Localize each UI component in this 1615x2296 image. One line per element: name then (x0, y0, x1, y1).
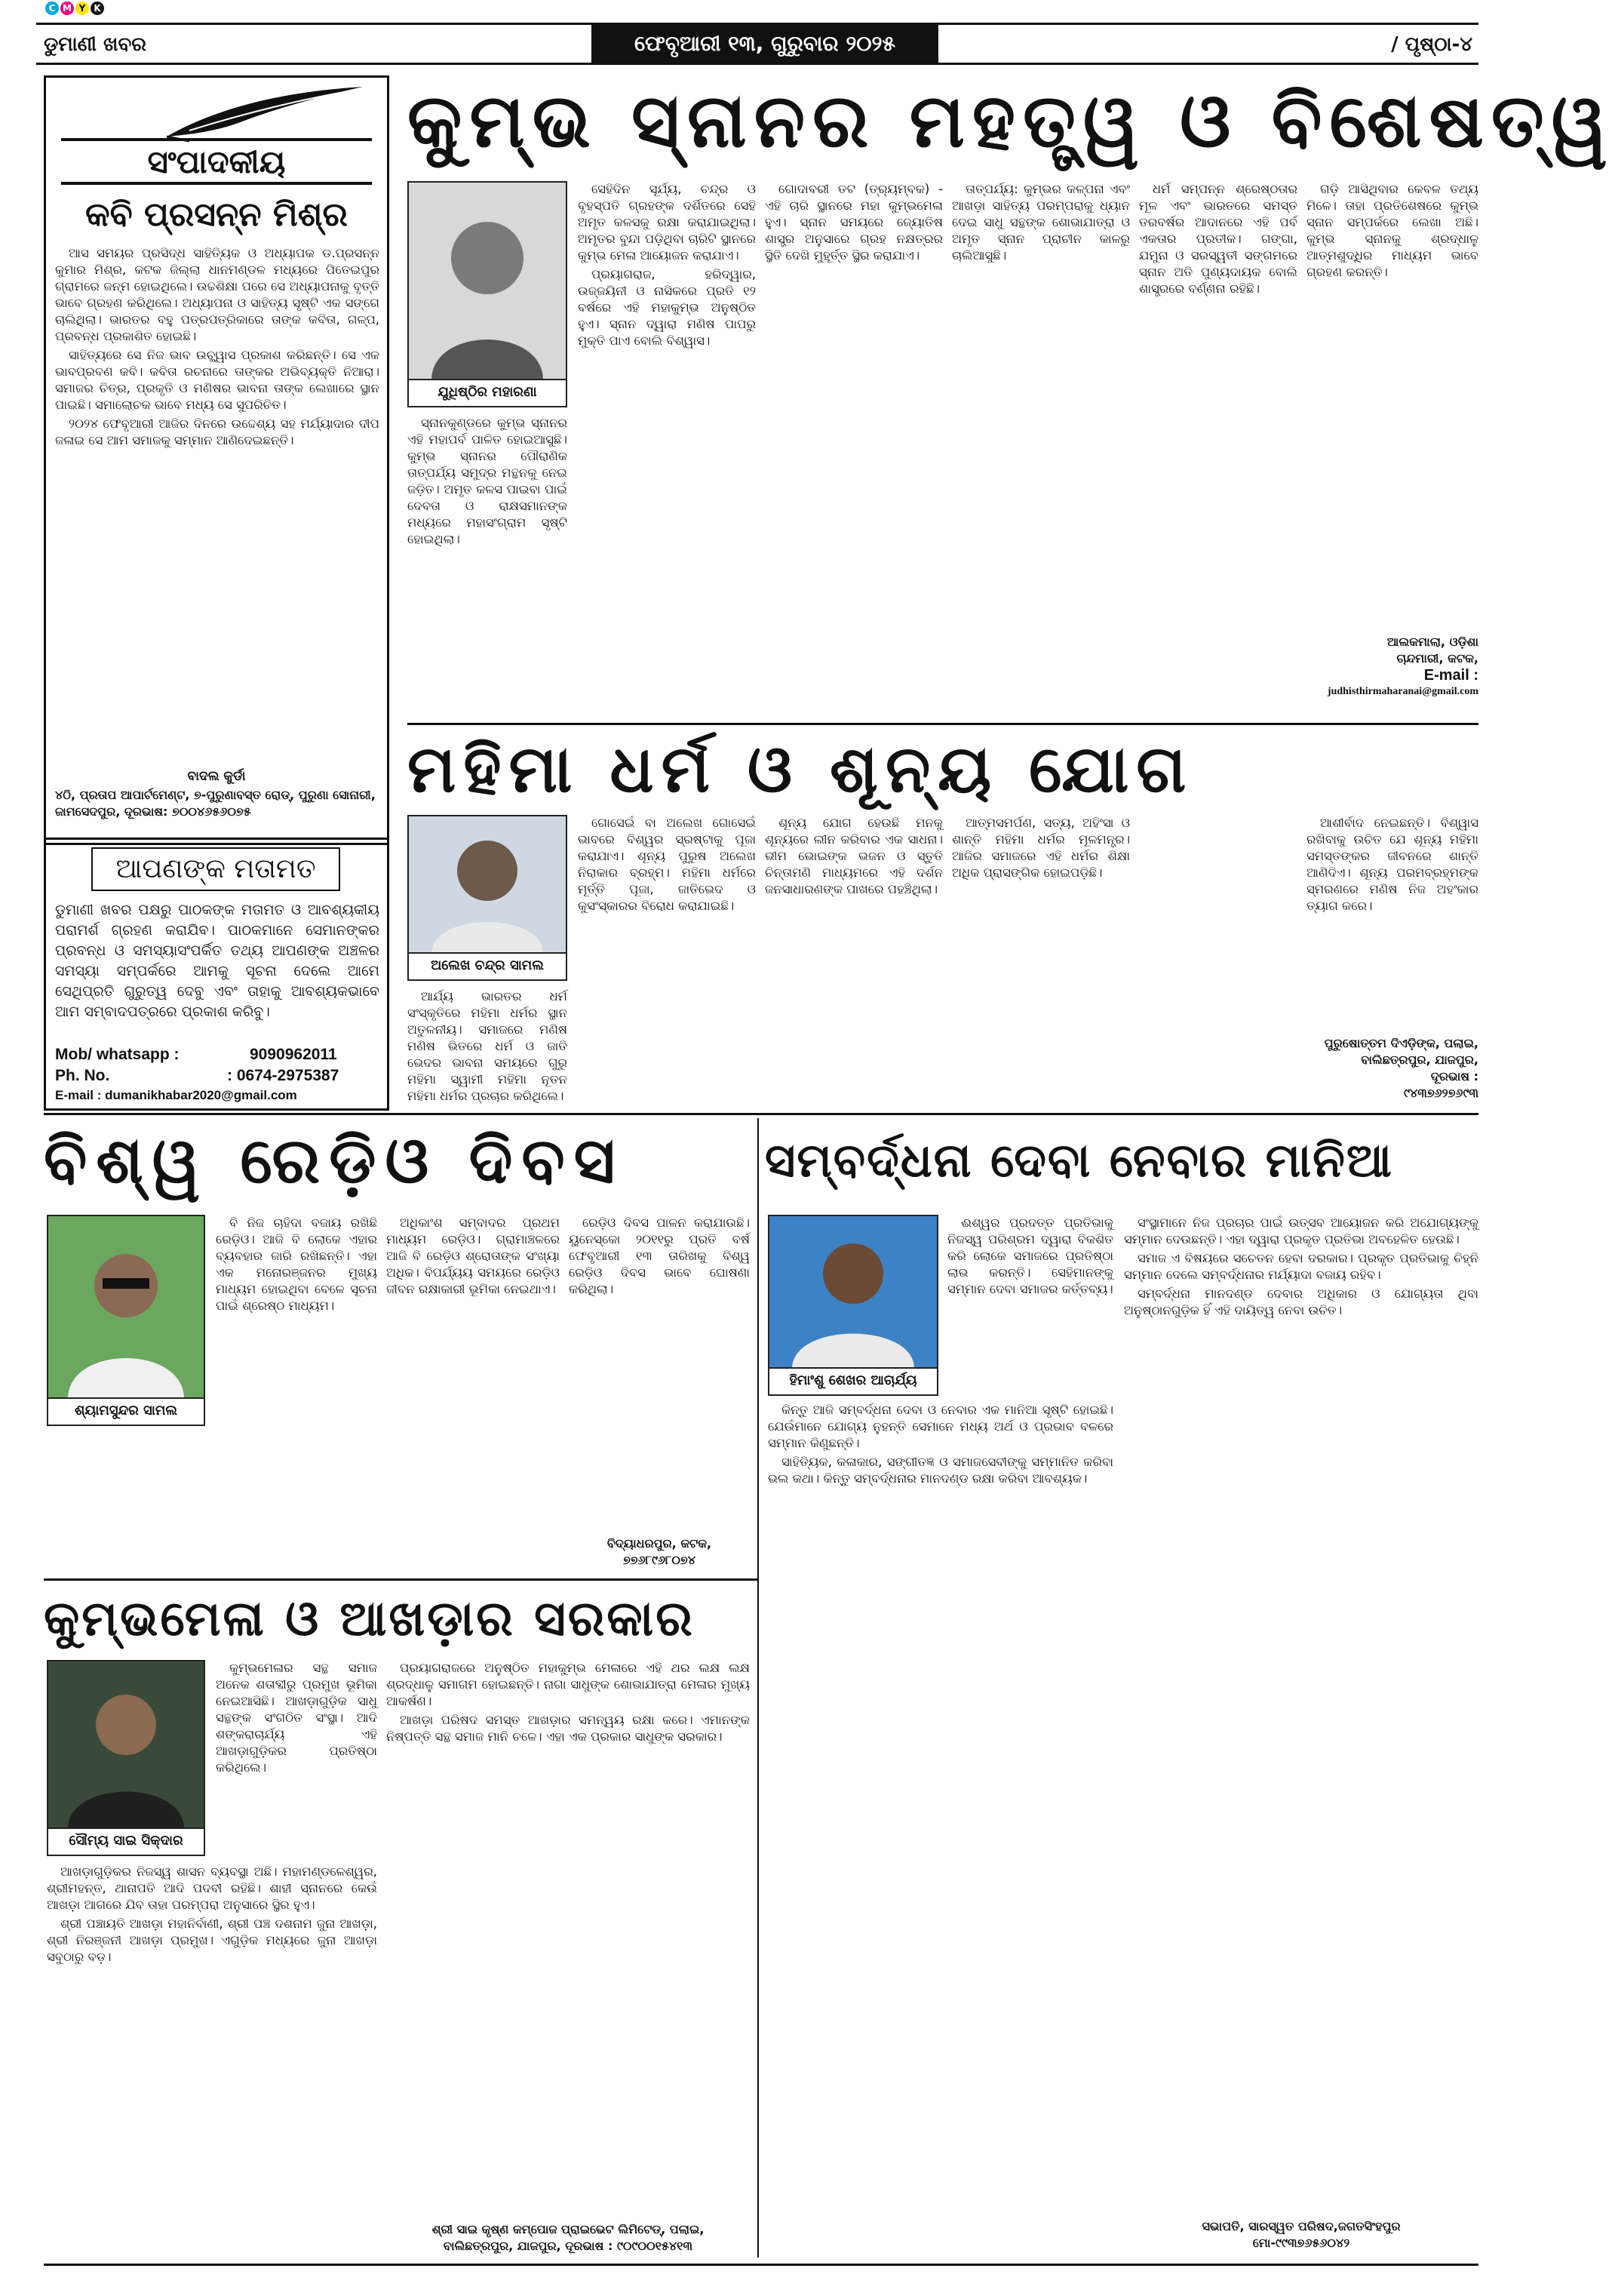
article2-column-3 (765, 815, 943, 1109)
article4-byline-name: ସଭାପତି, ସାରସ୍ୱତ ପରିଷଦ,ଜଗତସିଂହପୁର (1202, 2219, 1401, 2233)
article2-photo-caption: ଅଲେଖ ଚନ୍ଦ୍ର ସାମଲ (409, 952, 566, 979)
article5-column-1a (216, 1660, 377, 1856)
opinion-box (44, 838, 389, 1111)
article1-column-3 (765, 181, 943, 717)
article1-column-1 (407, 415, 567, 717)
article2-byline (1306, 1035, 1478, 1102)
editorial-label: ସଂପାଦକୀୟ (61, 138, 372, 185)
article1-paragraph: ପ୍ରୟାଗରାଜ, ହରିଦ୍ୱାର, ଉଜ୍ଜୟିନୀ ଓ ନାସିକରେ ପ୍ରତି ୧୨ ବର୍ଷରେ ଏହି ମହାକୁମ୍ଭ ଅନୁଷ୍ଠିତ ହୁଏ। ସ୍ନାନ ଦ୍ୱାରା ମଣିଷ ପାପରୁ ମୁକ୍ତି ପାଏ ବୋଲି ବିଶ୍ୱାସ। (578, 267, 756, 348)
article2-paragraph: ଆଶୀର୍ବାଦ ନେଇଛନ୍ତି। ବିଶ୍ୱାସ ରଖିବାକୁ ଉଚିତ ଯେ ଶୂନ୍ୟ ମହିମା ସମସ୍ତଙ୍କର ଜୀବନରେ ଶାନ୍ତି ଆଣିଦିଏ। ଶୂନ୍ୟ ପରମବ୍ରହ୍ମଙ୍କ ସ୍ମରଣରେ ମଣିଷ ନିଜ ଅହଂକାର ତ୍ୟାଗ କରେ। (1306, 816, 1478, 913)
article1-photo (407, 181, 567, 407)
article4-column-2 (1124, 1215, 1478, 2181)
article5-paragraph: କୁମ୍ଭମେଳାର ସନ୍ଥ ସମାଜ ଅନେକ ଶତାବ୍ଦୀରୁ ପ୍ରମୁଖ ଭୂମିକା ନେଇଆସିଛି। ଆଖଡ଼ାଗୁଡ଼ିକ ସାଧୁ ସନ୍ଥଙ୍କ ସଂଗଠିତ ସଂସ୍ଥା। ଆଦି ଶଙ୍କରାଚାର୍ଯ୍ୟ ଏହି ଆଖଡ଼ାଗୁଡ଼ିକର ପ୍ରତିଷ୍ଠା କରିଥିଲେ। (216, 1661, 377, 1775)
article3-paragraph: ରେଡ଼ିଓ ଦିବସ ପାଳନ କରାଯାଉଛି। ୟୁନେସ୍କୋ ୨୦୧୧ରୁ ପ୍ରତି ବର୍ଷ ଫେବୃଆରୀ ୧୩ ତାରିଖକୁ ବିଶ୍ୱ ରେଡ଼ିଓ ଦିବସ ଭାବେ ଘୋଷଣା କରିଥିଲା। (569, 1216, 750, 1296)
article4-byline (1124, 2218, 1478, 2251)
article2-column-6 (1306, 815, 1478, 1034)
article5-photo (47, 1660, 205, 1856)
article1-column-4 (952, 181, 1130, 717)
editorial-byline-name: ବାଦଲ କୁର୍ଡା (187, 769, 246, 784)
article4-headline: ସମ୍ବର୍ଦ୍ଧନା ଦେବା ନେବାର ମାନିଆ (765, 1133, 1393, 1188)
article5-byline (386, 2221, 750, 2255)
article3-column-1 (216, 1215, 377, 1577)
article4-column-1b (768, 1402, 1113, 2217)
article4-paragraph: ସମ୍ବର୍ଦ୍ଧନା ମାନଦଣ୍ଡ ଦେବାର ଅଧିକାର ଓ ଯୋଗ୍ୟତା ଥିବା ଅନୁଷ୍ଠାନଗୁଡ଼ିକ ହିଁ ଏହି ଦାୟିତ୍ୱ ନେବା ଉଚିତ। (1124, 1286, 1478, 1317)
cmyk-k-mark: K (91, 2, 104, 15)
editorial-box (44, 75, 389, 845)
article1-paragraph: ଗୋଦାବରୀ ତଟ (ତ୍ର୍ୟମ୍ବକ) - ଏହି ଚାରି ସ୍ଥାନରେ ମହା କୁମ୍ଭମେଳା ହୁଏ। ସ୍ନାନ ସମୟରେ ଜ୍ୟୋତିଷ ଶାସ୍ତ୍ର ଅନୁସାରେ ଗ୍ରହ ନକ୍ଷତ୍ରର ସ୍ଥିତି ଦେଖି ମୁହୂର୍ତ୍ତ ସ୍ଥିର କରାଯାଏ। (765, 182, 943, 263)
portrait-image (409, 816, 566, 954)
article1-column-2 (578, 181, 756, 717)
phone-number: : 0674-2975387 (227, 1067, 339, 1084)
article2-column-4 (952, 815, 1130, 1109)
paper-name: ଡୁମାଣୀ ଖବର (44, 33, 146, 56)
article1-email: judhisthirmaharanai@gmail.com (1327, 686, 1478, 697)
editorial-body (55, 245, 379, 728)
column-divider (757, 1118, 759, 2258)
portrait-image (769, 1216, 937, 1369)
article3-divider (44, 1578, 757, 1581)
article5-column-2 (386, 1660, 750, 2218)
article4-paragraph: କିନ୍ତୁ ଆଜି ସମ୍ବର୍ଦ୍ଧନା ଦେବା ଓ ନେବାର ଏକ ମାନିଆ ସୃଷ୍ଟି ହୋଇଛି। ଯେଉଁମାନେ ଯୋଗ୍ୟ ନୁହନ୍ତି ସେମାନେ ମଧ୍ୟ ଅର୍ଥ ଓ ପ୍ରଭାବ ବଳରେ ସମ୍ମାନ କିଣୁଛନ୍ତି। (768, 1403, 1113, 1450)
editorial-paragraph: ଆସ ସମୟର ପ୍ରସିଦ୍ଧ ସାହିତ୍ୟିକ ଓ ଅଧ୍ୟାପକ ଡ.ପ୍ରସନ୍ନ କୁମାର ମିଶ୍ର, କଟକ ଜିଲ୍ଲା ଧାନମଣ୍ଡଳ ମଧ୍ୟରେ ପିତେଇପୁର ଗ୍ରାମରେ ଜନ୍ମ ହୋଇଥିଲେ। ଉଚ୍ଚଶିକ୍ଷା ପରେ ସେ ଅଧ୍ୟାପନାକୁ ବୃତ୍ତି ଭାବେ ଗ୍ରହଣ କରିଥିଲେ। ଅଧ୍ୟାପନା ଓ ସାହିତ୍ୟ ସୃଷ୍ଟି ଏକ ସଙ୍ଗେ ଚାଲିଥିଲା। ଭାରତର ବହୁ ପତ୍ରପତ୍ରିକାରେ ତାଙ୍କ କବିତା, ଗଳ୍ପ, ପ୍ରବନ୍ଧ ପ୍ରକାଶିତ ହୋଇଛି। (55, 246, 379, 343)
article5-paragraph: ଆଖଡ଼ା ପରିଷଦ ସମସ୍ତ ଆଖଡ଼ାର ସମନ୍ୱୟ ରକ୍ଷା କରେ। ଏମାନଙ୍କ ନିଷ୍ପତ୍ତି ସନ୍ଥ ସମାଜ ମାନି ଚଳେ। ଏହା ଏକ ପ୍ରକାର ସାଧୁଙ୍କ ସରକାର। (386, 1713, 750, 1744)
article2-paragraph: ଆତ୍ମସମର୍ପଣ, ସତ୍ୟ, ଅହିଂସା ଓ ଶାନ୍ତି ମହିମା ଧର୍ମର ମୂଳମନ୍ତ୍ର। ଆଜିର ସମାଜରେ ଏହି ଧର୍ମର ଶିକ୍ଷା ଅଧିକ ପ୍ରାସଙ୍ଗିକ ହୋଇପଡ଼ିଛି। (952, 816, 1130, 880)
article1-paragraph: ତାତ୍ପର୍ଯ୍ୟ: କୁମ୍ଭର କଳ୍ପନା ଏବଂ ଆଖଡ଼ା ସାହିତ୍ୟ ପରମ୍ପରାକୁ ଧ୍ୟାନ ଦେଇ ସାଧୁ ସନ୍ଥଙ୍କ ଶୋଭାଯାତ୍ରା ଓ ଅମୃତ ସ୍ନାନ ପ୍ରାଚୀନ କାଳରୁ ଚାଲିଆସୁଛି। (952, 182, 1130, 263)
article5-paragraph: ପ୍ରୟାଗରାଜରେ ଅନୁଷ୍ଠିତ ମହାକୁମ୍ଭ ମେଳାରେ ଏହି ଥର ଲକ୍ଷ ଲକ୍ଷ ଶ୍ରଦ୍ଧାଳୁ ସମାଗମ ହୋଇଛନ୍ତି। ନାଗା ସାଧୁଙ୍କ ଶୋଭାଯାତ୍ରା ମେଳାର ମୁଖ୍ୟ ଆକର୍ଷଣ। (386, 1661, 750, 1708)
article4-photo-caption: ହିମାଂଶୁ ଶେଖର ଆଚାର୍ଯ୍ୟ (769, 1367, 937, 1394)
article2-paragraph: ଶୂନ୍ୟ ଯୋଗ ହେଉଛି ମନକୁ ଶୂନ୍ୟରେ ଲୀନ କରିବାର ଏକ ସାଧନା। ଭୀମ ଭୋଇଙ୍କ ଭଜନ ଓ ସ୍ତୁତି ଚିନ୍ତାମଣି ମାଧ୍ୟମରେ ଏହି ଦର୍ଶନ ଜନସାଧାରଣଙ୍କ ପାଖରେ ପହଞ୍ଚିଥିଲା। (765, 816, 943, 896)
editorial-paragraph: ୨୦୨୪ ଫେବୃଆରୀ ଆଜିର ଦିନରେ ଉଦ୍ଦେଶ୍ୟ ସହ ମର୍ଯ୍ୟାଦାର ଦୀପ ଜଳାଇ ସେ ଆମ ସମାଜକୁ ସମ୍ମାନ ଆଣିଦେଇଛନ୍ତି। (55, 416, 379, 447)
article2-divider (44, 1113, 1478, 1115)
opinion-body: ଡୁମାଣୀ ଖବର ପକ୍ଷରୁ ପାଠକଙ୍କ ମତାମତ ଓ ଆବଶ୍ୟକୀୟ ପରାମର୍ଶ ଗ୍ରହଣ କରାଯିବ। ପାଠକମାନେ ସେମାନଙ୍କର ପ୍ରବନ୍ଧ ଓ ସମସ୍ୟାସଂପର୍କିତ ତଥ୍ୟ ଆପଣଙ୍କ ଅଞ୍ଚଳର ସମସ୍ୟା ସମ୍ପର୍କରେ ଆମକୁ ସୂଚନା ଦେଲେ ଆମେ ସେଥିପ୍ରତି ଗୁରୁତ୍ୱ ଦେବୁ ଏବଂ ତାହାକୁ ଆବଶ୍ୟକଭାବେ ଆମ ସମ୍ବାଦପତ୍ରରେ ପ୍ରକାଶ କରିବୁ। (55, 902, 379, 1020)
article1-byline (1306, 634, 1478, 700)
article3-byline-phone: ୭୭୬୮୯୬୮୦୭୪ (623, 1553, 695, 1567)
article2-column-1 (407, 988, 567, 1109)
article3-column-3 (569, 1215, 750, 1532)
quill-pen-icon (159, 84, 370, 144)
article5-column-1b (47, 1864, 377, 2218)
article4-photo (768, 1215, 938, 1396)
article4-paragraph: ଈଶ୍ୱର ପ୍ରଦତ୍ତ ପ୍ରତିଭାକୁ ନିଜସ୍ୱ ପରିଶ୍ରମ ଦ୍ୱାରା ବିକଶିତ କରି ଲୋକେ ସମାଜରେ ପ୍ରତିଷ୍ଠା ଲାଭ କରନ୍ତି। ସେହିମାନଙ୍କୁ ସମ୍ମାନ ଦେବା ସମାଜର କର୍ତ୍ତବ୍ୟ। (947, 1216, 1113, 1296)
article4-paragraph: ସମାଜ ଏ ବିଷୟରେ ସଚେତନ ହେବା ଦରକାର। ପ୍ରକୃତ ପ୍ରତିଭାକୁ ଚିହ୍ନି ସମ୍ମାନ ଦେଲେ ସମ୍ବର୍ଦ୍ଧନାର ମର୍ଯ୍ୟାଦା ବଜାୟ ରହିବ। (1124, 1251, 1478, 1282)
article1-paragraph: ସେହିଦିନ ସୂର୍ଯ୍ୟ, ଚନ୍ଦ୍ର ଓ ବୃହସ୍ପତି ଗ୍ରହଙ୍କ ଦର୍ଶିତରେ ସେହି ଅମୃତ କଳସକୁ ରକ୍ଷା କରାଯାଇଥିଲା। ଅମୃତର ବୁନ୍ଦା ପଡ଼ିଥିବା ଚାରିଟି ସ୍ଥାନରେ କୁମ୍ଭ ମେଳା ଆୟୋଜନ କରାଯାଏ। (578, 182, 756, 263)
article5-headline: କୁମ୍ଭମେଳା ଓ ଆଖଡ଼ାର ସରକାର (44, 1591, 695, 1647)
article1-byline-address: ଚାନ୍ଦମାରୀ, କଟକ, (1396, 651, 1478, 665)
article3-paragraph: ବି ନିଜ ଚାହିଦା ବଜାୟ ରଖିଛି ରେଡ଼ିଓ। ଆଜି ବି ଲୋକେ ଏହାର ବ୍ୟବହାର ଜାରି ରଖିଛନ୍ତି। ଏହା ଏକ ମନୋରଞ୍ଜନର ମୁଖ୍ୟ ମାଧ୍ୟମ ହୋଇଥିବା ବେଳେ ସୂଚନା ପାଇଁ ଶ୍ରେଷ୍ଠ ମାଧ୍ୟମ। (216, 1216, 377, 1313)
article1-divider (407, 723, 1478, 725)
portrait-image (48, 1661, 204, 1829)
cmyk-c-mark: C (45, 2, 59, 15)
article1-paragraph: ଗଡ଼ି ଆସିଥିବାର କେବଳ ତଥ୍ୟ ମିଳେ। ତାହା ପ୍ରତିଶେଷରେ କୁମ୍ଭ ସ୍ନାନ ସମ୍ପର୍କରେ ଲେଖା ଅଛି। କୁମ୍ଭ ସ୍ନାନକୁ ଶ୍ରଦ୍ଧାଳୁ ଆତ୍ମଶୁଦ୍ଧିର ମାଧ୍ୟମ ଭାବେ ଗ୍ରହଣ କରନ୍ତି। (1306, 182, 1478, 279)
cmyk-m-mark: M (60, 2, 74, 15)
mob-number: 9090962011 (250, 1046, 337, 1063)
article1-paragraph: ସ୍ନାନକୁଣ୍ଡରେ କୁମ୍ଭ ସ୍ନାନର ଏହି ମହାପର୍ବ ପାଳିତ ହୋଇଆସୁଛି। କୁମ୍ଭ ସ୍ନାନର ପୌରାଣିକ ତାତ୍ପର୍ଯ୍ୟ ସମୁଦ୍ର ମନ୍ଥନକୁ ନେଇ ଜଡ଼ିତ। ଅମୃତ କଳସ ପାଇବା ପାଇଁ ଦେବତା ଓ ରାକ୍ଷସମାନଙ୍କ ମଧ୍ୟରେ ମହାସଂଗ୍ରାମ ସୃଷ୍ଟି ହୋଇଥିଲା। (407, 416, 567, 546)
portrait-image (48, 1216, 204, 1399)
editorial-paragraph: ସାହିତ୍ୟରେ ସେ ନିଜ ଭାବ ଉଚ୍ଛ୍ୱାସ ପ୍ରକାଶ କରିଛନ୍ତି। ସେ ଏକ ଭାବପ୍ରବଣ କବି। କବିତା ରଚନାରେ ତାଙ୍କର ଅଭିବ୍ୟକ୍ତି ନିଆରା। ସମାଜର ଚିତ୍ର, ପ୍ରକୃତି ଓ ମଣିଷର ଭାବନା ତାଙ୍କ ଲେଖାରେ ସ୍ଥାନ ପାଇଛି। ସମାଲୋଚକ ଭାବେ ମଧ୍ୟ ସେ ସୁପରିଚିତ। (55, 348, 379, 412)
page-number: / ପୃଷ୍ଠା-୪ (1391, 33, 1472, 56)
article2-column-5 (1139, 815, 1297, 1109)
article2-byline-phone: ୯୪୩୭୬୨୭୬୯୩ (1404, 1086, 1478, 1100)
editorial-byline-address: ୪ଠି, ପ୍ରତାପ ଆପାର୍ଟମେଣ୍ଟ, ୭-ପୁରୁଣାବସ୍ତ ରୋଡ୍, ପୁରୁଣା ସୋନାରୀ, ଜାମସେଦପୁର, ଦୂରଭାଷ: ୭୦୦୪୬୫୬୦୭୫ (55, 788, 376, 819)
article2-paragraph: ଆର୍ଯ୍ୟ ଭାରତର ଧର୍ମ ସଂସ୍କୃତିରେ ମହିମା ଧର୍ମର ସ୍ଥାନ ଅତୁଳନୀୟ। ସମାଜରେ ମଣିଷ ମଣିଷ ଭିତରେ ଧର୍ମ ଓ ଜାତି ଭେଦର ଭାବନା ସମୟରେ ଗୁରୁ ମହିମା ସ୍ୱାମୀ ମହିମା ନୂତନ ମହିମା ଧର୍ମର ପ୍ରଚାର କରିଥିଲେ। (407, 989, 567, 1103)
article3-byline (569, 1535, 750, 1569)
mob-label: Mob/ whatsapp : (55, 1046, 180, 1063)
article2-column-2 (578, 815, 756, 1109)
opinion-email: E-mail : dumanikhabar2020@gmail.com (55, 1088, 297, 1102)
article2-paragraph: ଗୋସେଇଁ ବା ଅଲେଖ ଗୋସେଇଁ ଭାବରେ ବିଶ୍ୱର ସ୍ରଷ୍ଟାକୁ ପୂଜା କରାଯାଏ। ଶୂନ୍ୟ ପୁରୁଷ ଅଲେଖ ନିରାକାର ବ୍ରହ୍ମ। ମହିମା ଧର୍ମରେ ମୂର୍ତ୍ତି ପୂଜା, ଜାତିଭେଦ ଓ କୁସଂସ୍କାରର ବିରୋଧ କରାଯାଇଛି। (578, 816, 756, 913)
phone-label: Ph. No. (55, 1067, 110, 1084)
article4-byline-phone: ମୋ-୯୯୩୭୬୫୬୦୪୨ (1252, 2236, 1350, 2250)
article5-photo-caption: ସୌମ୍ୟ ସାଇ ସିକ୍ଦାର (48, 1827, 204, 1855)
date-box: ଫେବୃଆରୀ ୧୩, ଗୁରୁବାର ୨୦୨୫ (591, 25, 938, 63)
article5-byline-address: ବାଲିଛତ୍ରପୁର, ଯାଜପୁର, ଦୂରଭାଷ : ୯୦୯୦୦୧୫୪୧୩ (443, 2239, 693, 2253)
article3-paragraph: ଅଧିକାଂଶ ସମ୍ବାଦର ପ୍ରଥମ ମାଧ୍ୟମ ରେଡ଼ିଓ। ଗ୍ରାମାଞ୍ଚଳରେ ଆଜି ବି ରେଡ଼ିଓ ଶ୍ରୋତାଙ୍କ ସଂଖ୍ୟା ଅଧିକ। ବିପର୍ଯ୍ୟୟ ସମୟରେ ରେଡ଼ିଓ ଜୀବନ ରକ୍ଷାକାରୀ ଭୂମିକା ନେଇଥାଏ। (386, 1216, 560, 1296)
cmyk-marks (45, 2, 104, 17)
masthead-bar (36, 23, 1478, 65)
article5-paragraph: ଆଖଡ଼ାଗୁଡ଼ିକର ନିଜସ୍ୱ ଶାସନ ବ୍ୟବସ୍ଥା ଅଛି। ମହାମଣ୍ଡଳେଶ୍ୱର, ଶ୍ରୀମହନ୍ତ, ଥାନାପତି ଆଦି ପଦବୀ ରହିଛି। ଶାହୀ ସ୍ନାନରେ କେଉଁ ଆଖଡ଼ା ଆଗରେ ଯିବ ତାହା ପରମ୍ପରା ଅନୁସାରେ ସ୍ଥିର ହୁଏ। (47, 1864, 377, 1912)
article1-email-label: E-mail : (1423, 667, 1478, 684)
article2-byline-name: ପୁରୁଷୋତ୍ତମ ଦିଏଡ଼ିଙ୍କ, ପଲାଇ, (1324, 1036, 1478, 1050)
article2-headline: ମହିମା ଧର୍ମ ଓ ଶୂନ୍ୟ ଯୋଗ (407, 732, 1194, 807)
article4-paragraph: ସାହିତ୍ୟିକ, କଳାକାର, ସଙ୍ଗୀତଜ୍ଞ ଓ ସମାଜସେବୀଙ୍କୁ ସମ୍ମାନିତ କରିବା ଭଲ କଥା। କିନ୍ତୁ ସମ୍ବର୍ଦ୍ଧନାର ମାନଦଣ୍ଡ ରକ୍ଷା କରିବା ଆବଶ୍ୟକ। (768, 1455, 1113, 1486)
article1-column-6 (1306, 181, 1478, 634)
article5-paragraph: ଶ୍ରୀ ପଞ୍ଚାୟତି ଆଖଡ଼ା ମହାନିର୍ବାଣୀ, ଶ୍ରୀ ପଞ୍ଚ ଦଶନାମ ଜୁନା ଆଖଡ଼ା, ଶ୍ରୀ ନିରଞ୍ଜନୀ ଆଖଡ଼ା ପ୍ରମୁଖ। ଏଗୁଡ଼ିକ ମଧ୍ୟରେ ଜୁନା ଆଖଡ଼ା ସବୁଠାରୁ ବଡ଼। (47, 1916, 377, 1964)
article3-photo-caption: ଶ୍ୟାମସୁନ୍ଦର ସାମଲ (48, 1397, 204, 1425)
portrait-image (409, 183, 566, 380)
article1-column-5 (1139, 181, 1297, 717)
article1-photo-caption: ଯୁଧିଷ୍ଠିର ମହାରଣା (409, 379, 566, 406)
article4-paragraph: ସଂସ୍ଥାମାନେ ନିଜ ପ୍ରଚାର ପାଇଁ ଉତ୍ସବ ଆୟୋଜନ କରି ଅଯୋଗ୍ୟଙ୍କୁ ସମ୍ମାନ ଦେଉଛନ୍ତି। ଏହା ଦ୍ୱାରା ପ୍ରକୃତ ପ୍ରତିଭା ଅବହେଳିତ ହେଉଛି। (1124, 1216, 1478, 1246)
article4-column-1a (947, 1215, 1113, 1396)
article2-byline-address: ବାଲିଛତ୍ରପୁର, ଯାଜପୁର, (1361, 1053, 1478, 1067)
poet-name: କବି ପ୍ରସନ୍ନ ମିଶ୍ର (85, 195, 348, 234)
article3-headline: ବିଶ୍ୱ ରେଡ଼ିଓ ଦିବସ (44, 1123, 625, 1197)
article3-byline-name: ବିଦ୍ୟାଧରପୁର, କଟକ, (606, 1536, 712, 1551)
article2-byline-address-2: ଦୂରଭାଷ : (1430, 1069, 1478, 1083)
cmyk-y-mark: Y (75, 2, 89, 15)
footer-rule (44, 2264, 1478, 2266)
article1-headline: କୁମ୍ଭ ସ୍ନାନର ମହତ୍ତ୍ୱ ଓ ବିଶେଷତ୍ୱ (407, 78, 1615, 164)
article2-photo (407, 815, 567, 981)
article1-byline-name: ଆଲକମାଲା, ଓଡ଼ିଶା (1386, 635, 1478, 649)
article3-photo (47, 1215, 205, 1426)
opinion-title: ଆପଣଙ୍କ ମତାମତ (91, 847, 340, 891)
article3-column-2 (386, 1215, 560, 1577)
article1-paragraph: ଧର୍ମ ସମ୍ପନ୍ନ ଶ୍ରେଷ୍ଠତାର ମୂଳ ଏବଂ ଭାରତରେ ସମସ୍ତ ତରବର୍ଷର ଆଦାନରେ ଏହି ପର୍ବ ଏକତାର ପ୍ରତୀକ। ଗଙ୍ଗା, ଯମୁନା ଓ ସରସ୍ୱତୀ ସଙ୍ଗମରେ ସ୍ନାନ ଅତି ପୁଣ୍ୟଦାୟକ ବୋଲି ଶାସ୍ତ୍ରରେ ବର୍ଣ୍ଣନା ରହିଛି। (1139, 182, 1297, 296)
article5-byline-name: ଶ୍ରୀ ସାଇ କୃଷ୍ଣ କମ୍ପୋଜ ପ୍ରାଇଭେଟ ଲିମିଟେଡ୍, ପଲାଇ, (431, 2222, 705, 2236)
